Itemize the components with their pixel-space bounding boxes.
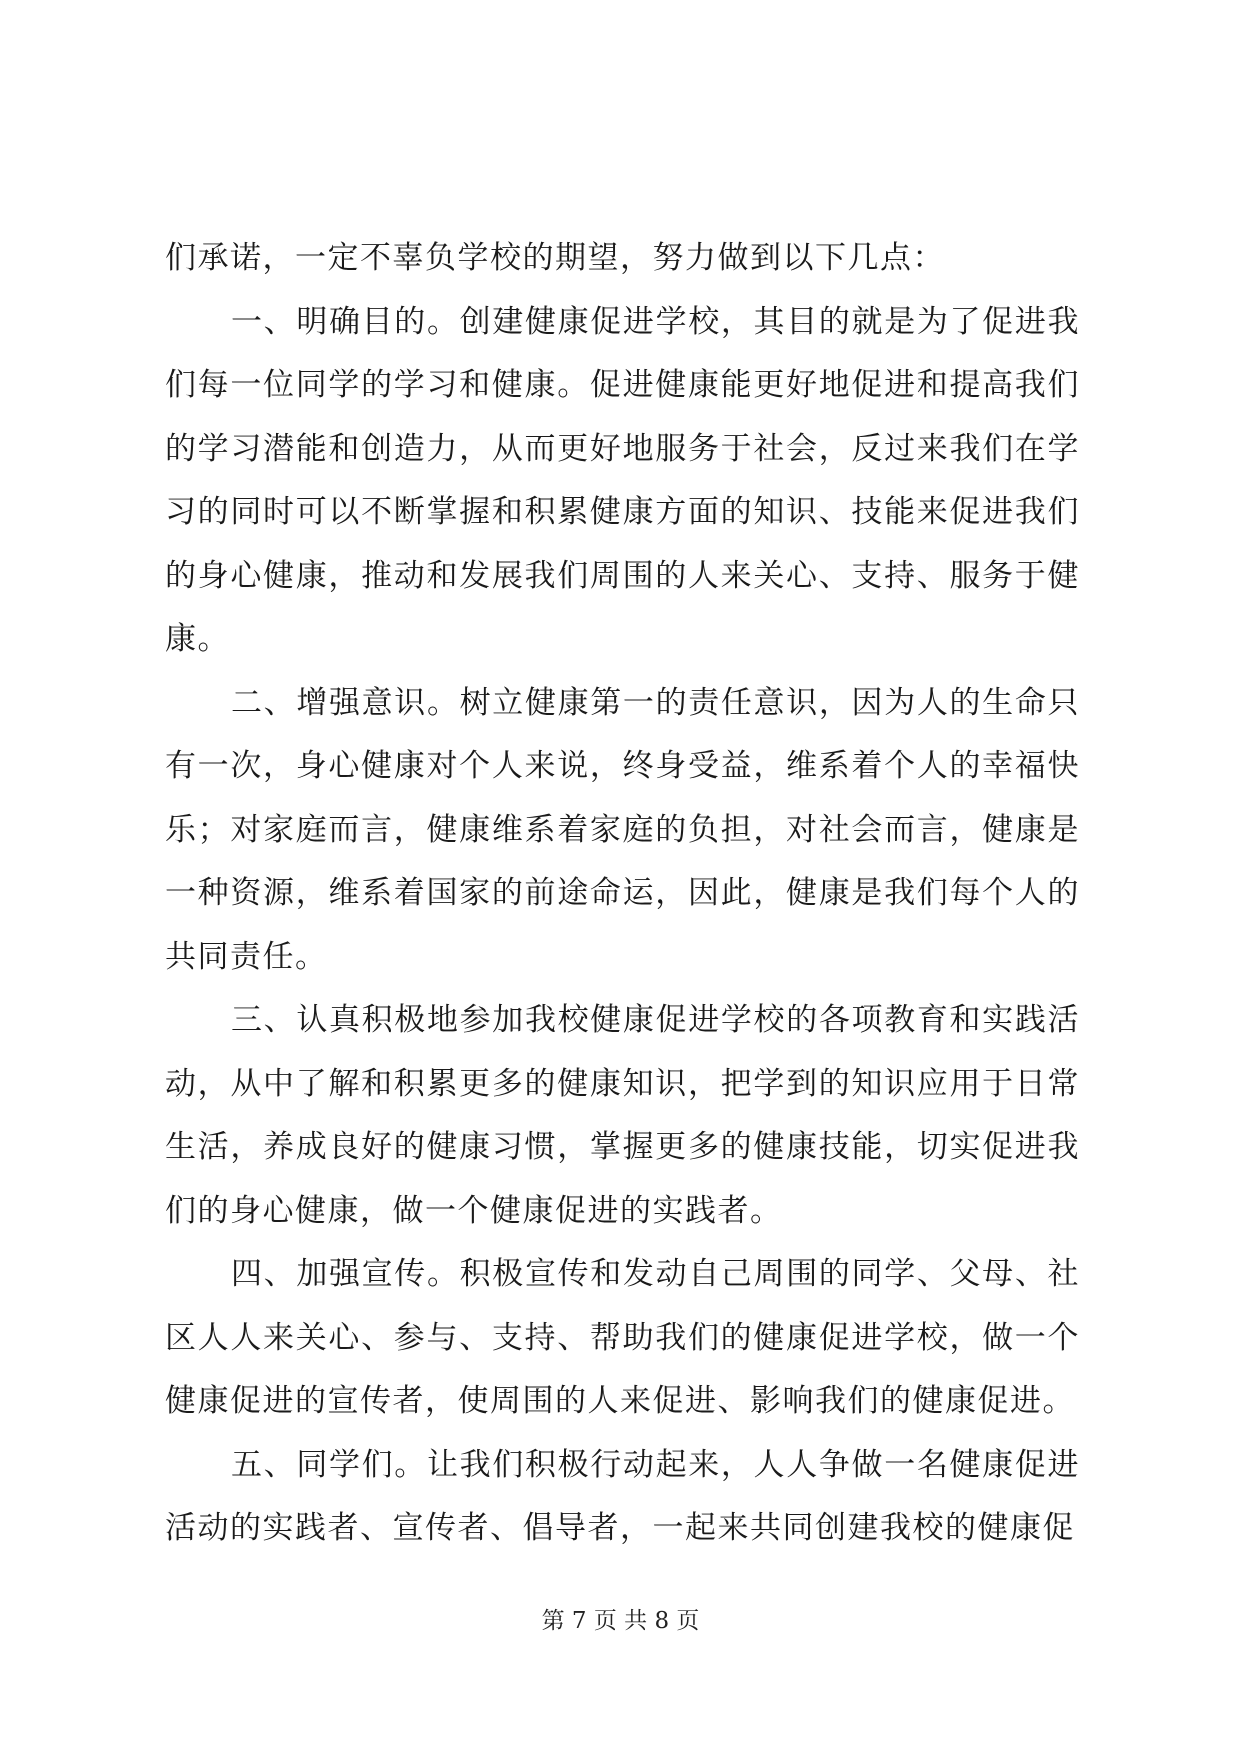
paragraph-point-4: 四、加强宣传。积极宣传和发动自己周围的同学、父母、社区人人来关心、参与、支持、帮助我们的健康促进学校，做一个健康促进的宣传者，使周围的人来促进、影响我们的健康促进。 [165,1256,1080,1419]
paragraph-point-5: 五、同学们。让我们积极行动起来，人人争做一名健康促进活动的实践者、宣传者、倡导者，一起来共同创建我校的健康促 [165,1446,1080,1546]
paragraph-point-1: 一、明确目的。创建健康促进学校，其目的就是为了促进我们每一位同学的学习和健康。促进健康能更好地促进和提高我们的学习潜能和创造力，从而更好地服务于社会，反过来我们在学习的同时可以不断掌握和积累健康方面的知识、技能来促进我们的身心健康，推动和发展我们周围的人来关心、支持、服务于健康。 [165,303,1080,657]
page-number-footer: 第 7 页 共 8 页 [541,1608,700,1634]
paragraph-point-2: 二、增强意识。树立健康第一的责任意识，因为人的生命只有一次，身心健康对个人来说，终身受益，维系着个人的幸福快乐；对家庭而言，健康维系着家庭的负担，对社会而言，健康是一种资源，维系着国家的前途命运，因此，健康是我们每个人的共同责任。 [165,684,1080,975]
paragraph-point-3: 三、认真积极地参加我校健康促进学校的各项教育和实践活动，从中了解和积累更多的健康知识，把学到的知识应用于日常生活，养成良好的健康习惯，掌握更多的健康技能，切实促进我们的身心健康，做一个健康促进的实践者。 [165,1002,1080,1229]
paragraph-continuation: 们承诺，一定不辜负学校的期望，努力做到以下几点： [165,240,945,276]
document-body [165,227,1080,1561]
